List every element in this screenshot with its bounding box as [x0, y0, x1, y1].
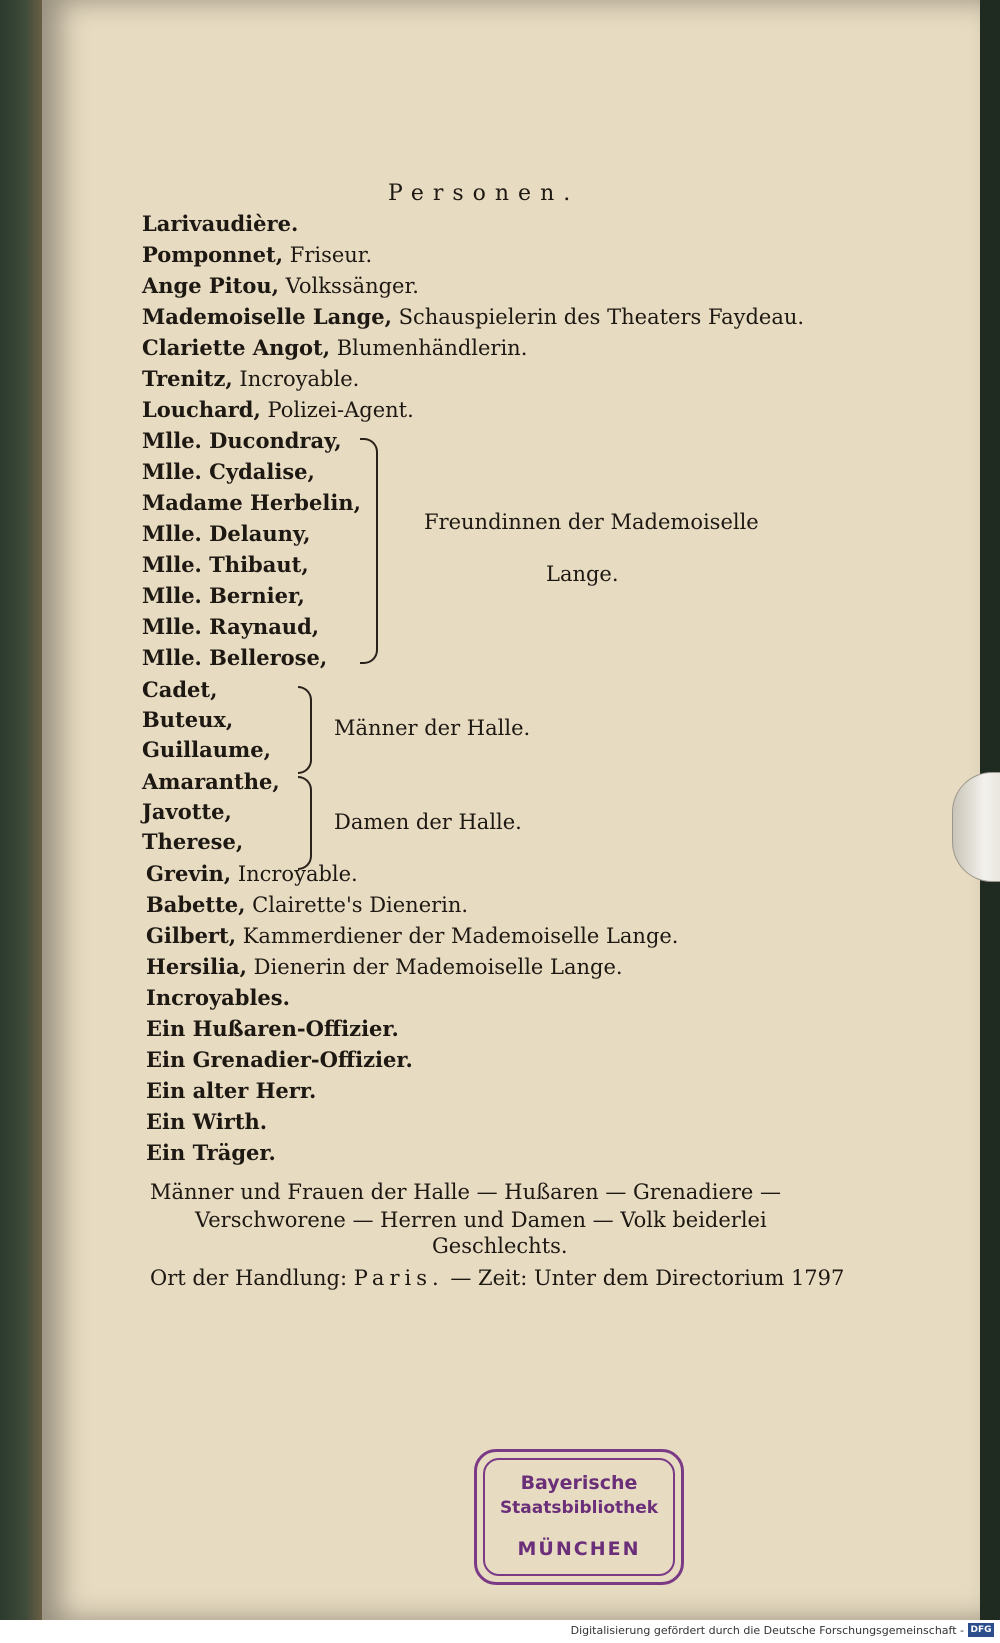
cast-entry — [146, 1141, 276, 1165]
dfg-logo-icon: DFG — [968, 1623, 994, 1637]
cast-name: Mademoiselle Lange, — [142, 304, 392, 329]
cast-name: Mlle. Bellerose, — [142, 645, 328, 670]
cast-name: Ein Wirth. — [146, 1109, 268, 1134]
cast-role: Schauspielerin des Theaters Faydeau. — [398, 305, 805, 329]
cast-name: Mlle. Ducondray, — [142, 428, 342, 453]
cast-entry — [146, 1048, 413, 1072]
thumb-holder — [952, 772, 1000, 882]
cast-name: Ein Träger. — [146, 1140, 276, 1165]
cast-name: Larivaudière. — [142, 211, 299, 236]
library-stamp — [474, 1449, 684, 1585]
cast-entry — [142, 615, 319, 639]
cast-entry — [142, 460, 315, 484]
cast-name: Pomponnet, — [142, 242, 284, 267]
cast-entry — [142, 429, 342, 453]
cast-role: Clairette's Dienerin. — [252, 893, 469, 917]
chorus-line-1: Männer und Frauen der Halle — Hußaren — Grenadiere — — [150, 1180, 782, 1204]
cast-name: Incroyables. — [146, 985, 290, 1010]
cast-name: Amaranthe, — [142, 769, 280, 794]
setting-time: — Zeit: Unter dem Directorium 1797 — [450, 1266, 845, 1290]
cast-name: Hersilia, — [146, 954, 247, 979]
friends-label-line1: Freundinnen der Mademoiselle — [424, 510, 759, 534]
cast-name: Mlle. Thibaut, — [142, 552, 309, 577]
cast-role: Dienerin der Mademoiselle Lange. — [253, 955, 623, 979]
cast-entry — [142, 305, 804, 329]
cast-name: Therese, — [142, 829, 244, 854]
cast-entry — [142, 800, 232, 824]
cast-entry — [142, 398, 414, 422]
cast-role: Incroyable. — [239, 367, 360, 391]
cast-entry — [146, 986, 290, 1010]
cast-name: Mlle. Raynaud, — [142, 614, 320, 639]
cast-entry — [142, 491, 361, 515]
women-label: Damen der Halle. — [334, 810, 522, 834]
cast-name: Ein Grenadier-Offizier. — [146, 1047, 413, 1072]
chorus-line-3: Geschlechts. — [432, 1234, 568, 1258]
cast-entry — [142, 243, 372, 267]
cast-entry — [146, 1017, 399, 1041]
cast-role: Incroyable. — [237, 862, 358, 886]
cast-entry — [142, 367, 359, 391]
setting-place: Paris. — [353, 1266, 444, 1290]
setting-line — [150, 1266, 844, 1290]
cast-entry — [142, 553, 309, 577]
friends-brace — [360, 438, 378, 664]
cast-role: Kammerdiener der Mademoiselle Lange. — [242, 924, 679, 948]
page-heading: Personen. — [388, 181, 580, 206]
cast-name: Madame Herbelin, — [142, 490, 361, 515]
cast-entry — [146, 893, 468, 917]
cast-name: Buteux, — [142, 707, 234, 732]
cast-name: Babette, — [146, 892, 246, 917]
cast-name: Mlle. Bernier, — [142, 583, 305, 608]
cast-entry — [146, 1110, 267, 1134]
cast-name: Ein Hußaren-Offizier. — [146, 1016, 399, 1041]
cast-name: Trenitz, — [142, 366, 233, 391]
setting-label: Ort der Handlung: — [150, 1266, 348, 1290]
cast-name: Ange Pitou, — [142, 273, 279, 298]
cast-entry — [142, 212, 298, 236]
cast-role: Friseur. — [289, 243, 373, 267]
cast-name: Mlle. Delauny, — [142, 521, 311, 546]
cast-entry — [142, 584, 305, 608]
cast-name: Ein alter Herr. — [146, 1078, 317, 1103]
cast-entry — [142, 738, 271, 762]
stamp-line-2: Staatsbibliothek — [499, 1498, 659, 1518]
cast-name: Gilbert, — [146, 923, 237, 948]
cast-entry — [142, 274, 419, 298]
cast-entry — [146, 924, 678, 948]
stamp-line-1: Bayerische — [520, 1472, 638, 1494]
cast-entry — [142, 522, 310, 546]
chorus-line-2: Verschworene — Herren und Damen — Volk beiderlei — [195, 1208, 767, 1232]
stamp-line-3: MÜNCHEN — [517, 1538, 641, 1560]
footer-bar — [0, 1620, 1000, 1643]
friends-label-line2: Lange. — [546, 562, 619, 586]
cast-entry — [142, 646, 327, 670]
cast-entry — [142, 830, 243, 854]
cast-entry — [142, 678, 217, 702]
book-gutter — [0, 0, 42, 1620]
cast-entry — [142, 708, 233, 732]
cast-role: Volkssänger. — [285, 274, 419, 298]
footer-credit: Digitalisierung gefördert durch die Deutsche Forschungsgemeinschaft - — [570, 1624, 964, 1637]
cast-name: Louchard, — [142, 397, 261, 422]
cast-name: Clariette Angot, — [142, 335, 331, 360]
cast-name: Grevin, — [146, 861, 232, 886]
cast-entry — [146, 862, 358, 886]
cast-entry — [142, 336, 527, 360]
cast-role: Polizei-Agent. — [267, 398, 414, 422]
cast-entry — [146, 1079, 316, 1103]
cast-name: Javotte, — [142, 799, 232, 824]
cast-name: Guillaume, — [142, 737, 271, 762]
cast-entry — [142, 770, 280, 794]
cast-entry — [146, 955, 623, 979]
cast-name: Cadet, — [142, 677, 218, 702]
women-brace — [298, 776, 312, 870]
cast-name: Mlle. Cydalise, — [142, 459, 315, 484]
men-label: Männer der Halle. — [334, 716, 531, 740]
cast-role: Blumenhändlerin. — [336, 336, 528, 360]
men-brace — [298, 686, 312, 774]
